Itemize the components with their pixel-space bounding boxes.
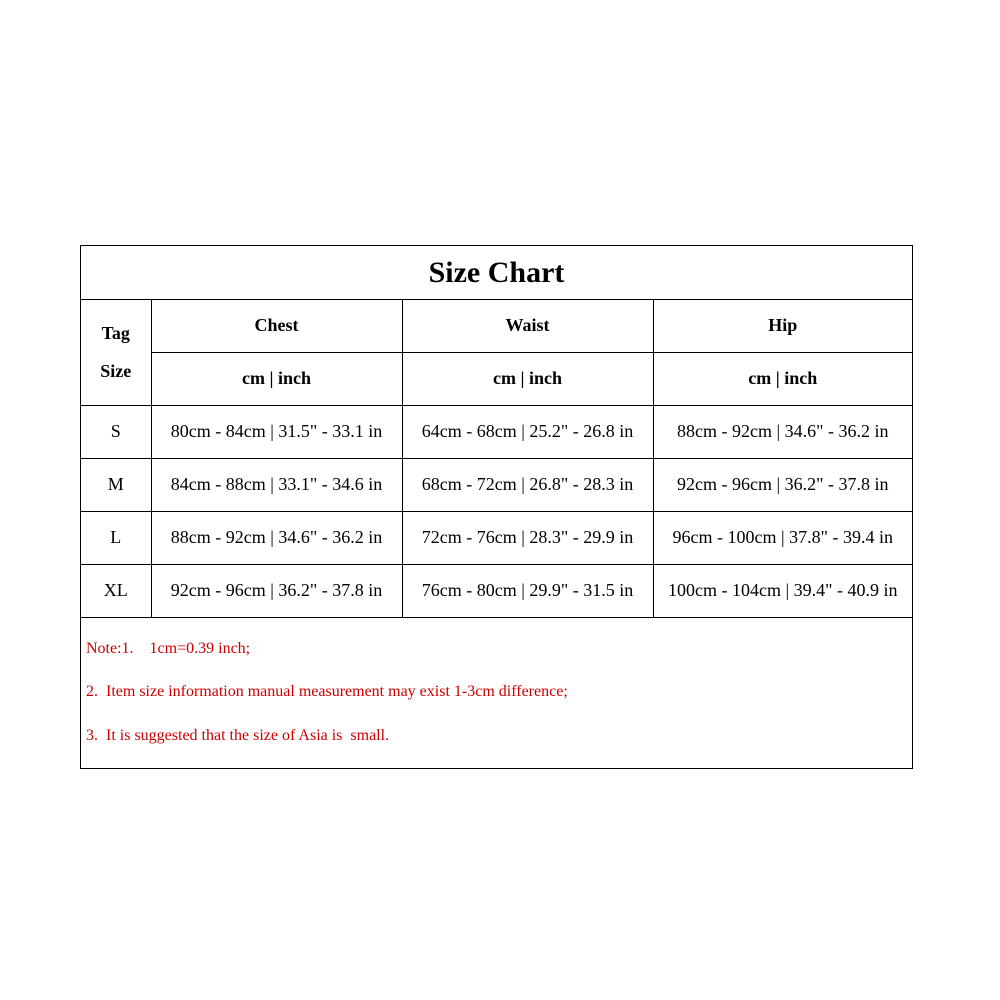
waist-cell: 76cm - 80cm | 29.9" - 31.5 in (402, 564, 653, 617)
chest-cell: 84cm - 88cm | 33.1" - 34.6 in (151, 458, 402, 511)
hip-cell: 88cm - 92cm | 34.6" - 36.2 in (653, 405, 912, 458)
chest-cell: 80cm - 84cm | 31.5" - 33.1 in (151, 405, 402, 458)
tag-size-header (81, 299, 151, 405)
table-row (81, 564, 912, 617)
size-table (81, 299, 912, 618)
header-row (81, 299, 912, 352)
size-cell: L (81, 511, 151, 564)
waist-cell: 68cm - 72cm | 26.8" - 28.3 in (402, 458, 653, 511)
units-row (81, 352, 912, 405)
waist-header: Waist (402, 299, 653, 352)
chest-cell: 92cm - 96cm | 36.2" - 37.8 in (151, 564, 402, 617)
chart-title: Size Chart (81, 246, 912, 300)
hip-cell: 100cm - 104cm | 39.4" - 40.9 in (653, 564, 912, 617)
waist-units: cm | inch (402, 352, 653, 405)
table-row (81, 511, 912, 564)
size-cell: XL (81, 564, 151, 617)
size-label: Size (100, 360, 132, 381)
tag-label: Tag (101, 322, 130, 343)
chest-cell: 88cm - 92cm | 34.6" - 36.2 in (151, 511, 402, 564)
size-chart (80, 245, 913, 769)
notes-section (81, 620, 912, 768)
size-cell: S (81, 405, 151, 458)
hip-cell: 92cm - 96cm | 36.2" - 37.8 in (653, 458, 912, 511)
chest-units: cm | inch (151, 352, 402, 405)
table-row (81, 458, 912, 511)
waist-cell: 64cm - 68cm | 25.2" - 26.8 in (402, 405, 653, 458)
waist-cell: 72cm - 76cm | 28.3" - 29.9 in (402, 511, 653, 564)
note-3: 3. It is suggested that the size of Asia is small. (86, 727, 390, 744)
note-1: Note:1. 1cm=0.39 inch; (86, 640, 251, 657)
note-2: 2. Item size information manual measurement may exist 1-3cm difference; (86, 683, 568, 700)
size-cell: M (81, 458, 151, 511)
hip-units: cm | inch (653, 352, 912, 405)
hip-cell: 96cm - 100cm | 37.8" - 39.4 in (653, 511, 912, 564)
hip-header: Hip (653, 299, 912, 352)
chest-header: Chest (151, 299, 402, 352)
table-row (81, 405, 912, 458)
